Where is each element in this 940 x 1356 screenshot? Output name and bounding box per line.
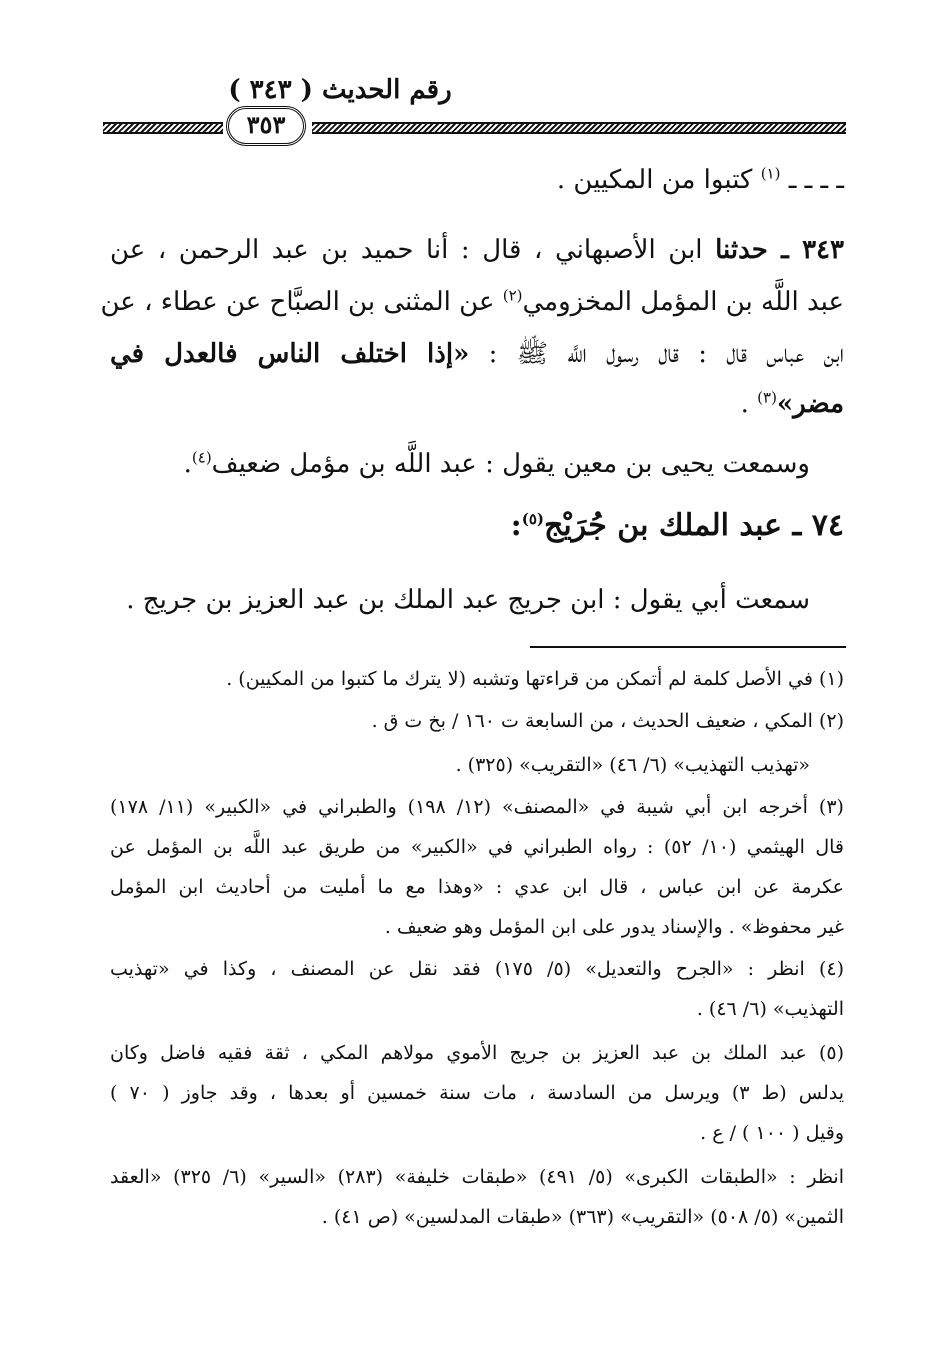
footnote-5-line-4: انظر : «الطبقات الكبرى» (٥/ ٤٩١) «طبقات خليفة» (٢٨٣) «السير» (٦/ ٣٢٥) «العقد — [110, 1166, 844, 1188]
footnote-3-line-4: غير محفوظ» . والإسناد يدور على ابن المؤمل وهو ضعيف . — [384, 916, 844, 938]
header-rule-left — [103, 122, 223, 134]
section-title: عبد الملك بن جُرَيْج — [544, 508, 783, 543]
carryover-text: كتبوا من المكيين . — [556, 165, 753, 195]
hadith-matn-start: «إذا اختلف الناس فالعدل في — [110, 339, 470, 369]
footnote-2-line-1: (٢) المكي ، ضعيف الحديث ، من السابعة ت ١٦٠ / بخ ت ق . — [371, 710, 844, 732]
section-number: ٧٤ ـ — [792, 508, 844, 543]
footnote-1: (١) في الأصل كلمة لم أتمكن من قراءتها وتشبه (لا يترك ما كتبوا من المكيين) . — [226, 668, 844, 690]
section-heading — [511, 504, 844, 548]
footnote-2-line-2: «تهذيب التهذيب» (٦/ ٤٦) «التقريب» (٣٢٥) . — [455, 754, 810, 776]
footnote-5-line-3: وقيل ( ١٠٠ ) / ع . — [700, 1122, 844, 1144]
carryover-dashes: ـ ـ ـ ـ — [788, 165, 844, 195]
footnote-3-line-1: (٣) أخرجه ابن أبي شيبة في «المصنف» (١٢/ ١٩٨) والطبراني في «الكبير» (١١/ ١٧٨) — [110, 796, 844, 818]
footnote-5-line-1: (٥) عبد الملك بن عبد العزيز بن جريج الأموي مولاهم المكي ، ثقة فقيه فاضل وكان — [110, 1042, 844, 1064]
hadith-line-2 — [100, 282, 844, 322]
hadith-line-2-b: عن المثنى بن الصبَّاح عن عطاء ، عن — [100, 287, 495, 317]
header-rule-right — [312, 122, 846, 134]
footnote-3-line-2: قال الهيثمي (١٠/ ٥٢) : رواه الطبراني في «الكبير» من طريق عبد اللَّه بن المؤمل عن — [110, 836, 845, 858]
hadith-matn-end: مضر» — [776, 389, 844, 419]
hadith-line-1 — [110, 230, 844, 270]
hadith-line-3 — [110, 334, 844, 374]
footnote-marker-3: (٣) — [757, 388, 777, 407]
footnote-marker-1: (١) — [760, 164, 781, 183]
carryover-line — [557, 160, 844, 200]
hadith-number: ٣٤٣ ـ حدثنا — [715, 235, 844, 265]
hadith-line-2-a: عبد اللَّه بن المؤمل المخزومي — [522, 287, 844, 317]
footnote-marker-2: (٢) — [502, 286, 523, 305]
section-text: سمعت أبي يقول : ابن جريج عبد الملك بن عبد العزيز بن جريج . — [126, 585, 810, 615]
footnote-3-line-3: عكرمة عن ابن عباس ، قال ابن عدي : «وهذا مع ما أمليت من أحاديث ابن المؤمل — [110, 876, 844, 898]
footnote-marker-5: (٥) — [521, 510, 544, 528]
statement-text: وسمعت يحيى بن معين يقول : عبد اللَّه بن مؤمل ضعيف — [211, 449, 810, 479]
footnote-separator — [530, 646, 846, 648]
footnote-marker-4: (٤) — [191, 448, 212, 467]
statement-line — [184, 444, 810, 484]
footnote-5-line-2: يدلس (ط ٣) ويرسل من السادسة ، مات سنة خمسين أو بعدها ، وقد جاوز ( ٧٠ ) — [110, 1082, 845, 1104]
section-colon: : — [510, 508, 522, 543]
hadith-line-4-end: . — [740, 389, 749, 419]
footnote-4-line-2: التهذيب» (٦/ ٤٦) . — [696, 998, 844, 1020]
hadith-line-1-text: ابن الأصبهاني ، قال : أنا حميد بن عبد الرحمن ، عن — [110, 235, 703, 265]
running-title: رقم الحديث ( ٣٤٣ ) — [228, 75, 452, 105]
page-number: ٣٥٣ — [226, 106, 306, 146]
statement-end: . — [183, 449, 192, 479]
hadith-line-4 — [741, 384, 844, 424]
footnote-5-line-5: الثمين» (٥/ ٥٠٨) «التقريب» (٣٦٣) «طبقات المدلسين» (ص ٤١) . — [321, 1206, 844, 1228]
footnote-4-line-1: (٤) انظر : «الجرح والتعديل» (٥/ ١٧٥) فقد نقل عن المصنف ، وكذا في «تهذيب — [110, 958, 844, 980]
hadith-line-3-text: ابن عباس قال : قال رسول اللَّه ﷺ : — [488, 339, 845, 369]
